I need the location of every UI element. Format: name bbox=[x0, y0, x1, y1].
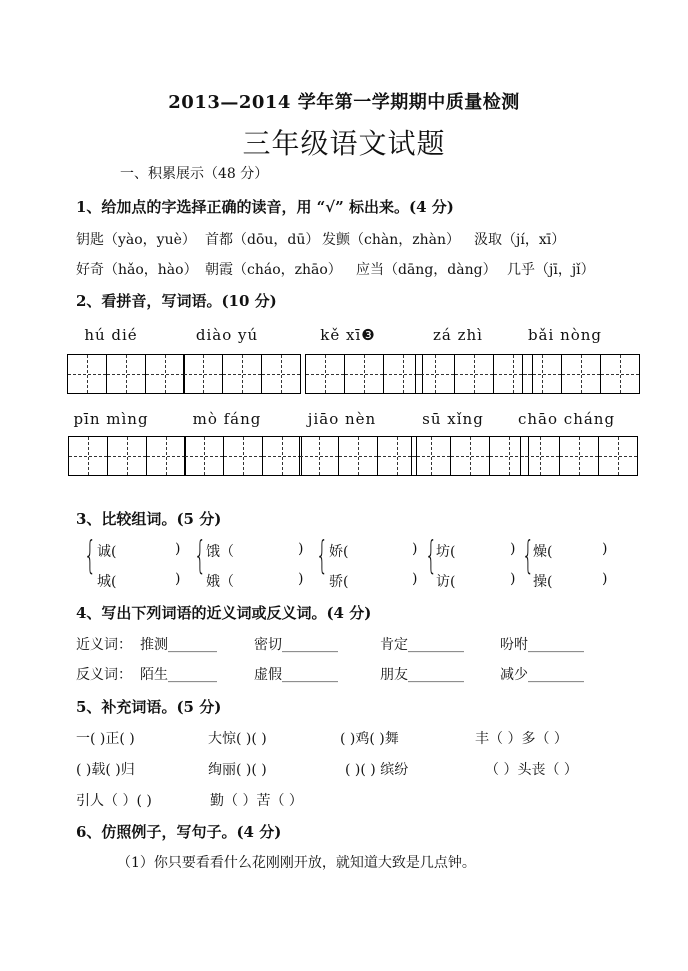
antonym-blank[interactable]: 陌生_______ bbox=[140, 667, 217, 683]
q1-item: 钥匙（yào，yuè） bbox=[76, 232, 196, 248]
pinyin-label: jiāo nèn bbox=[307, 410, 377, 428]
question-6-title: 6、仿照例子，写句子。(4 分) bbox=[76, 823, 282, 841]
pinyin-label: bǎi nòng bbox=[527, 326, 603, 344]
exam-title: 2013—2014 学年第一学期期中质量检测 bbox=[168, 92, 520, 113]
compare-paren: ) bbox=[175, 571, 181, 587]
compare-char: 操( bbox=[533, 574, 553, 590]
compare-char: 饿（ bbox=[206, 544, 234, 560]
compare-char: 访( bbox=[436, 574, 456, 590]
brace: { bbox=[522, 533, 535, 577]
idiom-blank[interactable]: 引人（ ）( ) bbox=[76, 793, 152, 809]
q1-item: 汲取（jí，xī） bbox=[474, 232, 566, 248]
question-3-title: 3、比较组词。(5 分) bbox=[76, 510, 222, 528]
brace: { bbox=[194, 533, 207, 577]
q1-item: 首都（dōu，dū） bbox=[205, 232, 320, 248]
idiom-blank[interactable]: 勤（ ）苦（ ） bbox=[210, 793, 303, 809]
question-2-title: 2、看拼音，写词语。(10 分) bbox=[76, 292, 277, 310]
brace: { bbox=[316, 533, 329, 577]
compare-char: 燥( bbox=[533, 544, 553, 560]
q1-item: 好奇（hǎo，hào） bbox=[76, 262, 198, 278]
exam-subtitle: 三年级语文试题 bbox=[242, 127, 446, 160]
compare-paren: ) bbox=[602, 571, 608, 587]
idiom-blank[interactable]: 大惊( )( ) bbox=[208, 731, 267, 747]
writing-grid[interactable] bbox=[415, 354, 533, 394]
antonym-blank[interactable]: 虚假________ bbox=[254, 667, 338, 683]
pinyin-label: hú dié bbox=[84, 326, 138, 344]
antonym-blank[interactable]: 朋友________ bbox=[380, 667, 464, 683]
compare-char: 娥（ bbox=[206, 574, 234, 590]
idiom-blank[interactable]: ( )( ) 缤纷 bbox=[345, 762, 409, 778]
synonym-blank[interactable]: 密切________ bbox=[254, 637, 338, 653]
compare-char: 坊( bbox=[436, 544, 456, 560]
compare-char: 骄( bbox=[329, 574, 349, 590]
compare-paren: ) bbox=[412, 541, 418, 557]
writing-grid[interactable] bbox=[522, 354, 640, 394]
brace: { bbox=[425, 533, 438, 577]
writing-grid[interactable] bbox=[68, 436, 186, 476]
compare-paren: ) bbox=[602, 541, 608, 557]
pinyin-label: pīn mìng bbox=[73, 410, 149, 428]
pinyin-label: mò fáng bbox=[192, 410, 262, 428]
q1-item: 几乎（jī，jǐ） bbox=[507, 262, 595, 278]
q1-item: 发颤（chàn，zhàn） bbox=[322, 232, 460, 248]
antonym-label: 反义词： bbox=[76, 667, 132, 683]
pinyin-label: kě xī❸ bbox=[320, 326, 376, 344]
question-4-title: 4、写出下列词语的近义词或反义词。(4 分) bbox=[76, 604, 372, 622]
synonym-blank[interactable]: 吩咐________ bbox=[500, 637, 584, 653]
compare-paren: ) bbox=[175, 541, 181, 557]
pinyin-label: zá zhì bbox=[433, 326, 483, 344]
idiom-blank[interactable]: ( )载( )归 bbox=[76, 762, 135, 778]
writing-grid[interactable] bbox=[183, 354, 301, 394]
compare-paren: ) bbox=[298, 541, 304, 557]
question-1-title: 1、给加点的字选择正确的读音，用 “√” 标出来。(4 分) bbox=[76, 198, 454, 216]
q1-item: 朝霞（cháo，zhāo） bbox=[205, 262, 342, 278]
antonym-blank[interactable]: 减少________ bbox=[500, 667, 584, 683]
section-heading: 一、积累展示（48 分） bbox=[120, 166, 269, 182]
writing-grid[interactable] bbox=[411, 436, 529, 476]
idiom-blank[interactable]: 绚丽( )( ) bbox=[208, 762, 267, 778]
brace: { bbox=[84, 533, 97, 577]
synonym-label: 近义词： bbox=[76, 637, 132, 653]
compare-char: 娇( bbox=[329, 544, 349, 560]
question-5-title: 5、补充词语。(5 分) bbox=[76, 698, 222, 716]
compare-char: 城( bbox=[97, 574, 117, 590]
q1-item: 应当（dāng，dàng） bbox=[356, 262, 497, 278]
compare-paren: ) bbox=[510, 541, 516, 557]
synonym-blank[interactable]: 肯定________ bbox=[380, 637, 464, 653]
idiom-blank[interactable]: （ ）头丧（ ） bbox=[485, 762, 578, 778]
writing-grid[interactable] bbox=[184, 436, 302, 476]
compare-char: 诚( bbox=[97, 544, 117, 560]
example-sentence: （1）你只要看看什么花刚刚开放，就知道大致是几点钟。 bbox=[117, 855, 476, 871]
writing-grid[interactable] bbox=[67, 354, 185, 394]
idiom-blank[interactable]: 丰（ ）多（ ） bbox=[475, 731, 568, 747]
idiom-blank[interactable]: ( )鸡( )舞 bbox=[340, 731, 399, 747]
synonym-blank[interactable]: 推测_______ bbox=[140, 637, 217, 653]
pinyin-label: chāo cháng bbox=[518, 410, 616, 428]
writing-grid[interactable] bbox=[305, 354, 423, 394]
idiom-blank[interactable]: 一( )正( ) bbox=[76, 731, 135, 747]
compare-paren: ) bbox=[412, 571, 418, 587]
pinyin-label: diào yú bbox=[195, 326, 259, 344]
pinyin-label: sū xǐng bbox=[422, 410, 484, 428]
writing-grid[interactable] bbox=[299, 436, 417, 476]
writing-grid[interactable] bbox=[520, 436, 638, 476]
compare-paren: ) bbox=[510, 571, 516, 587]
compare-paren: ) bbox=[298, 571, 304, 587]
